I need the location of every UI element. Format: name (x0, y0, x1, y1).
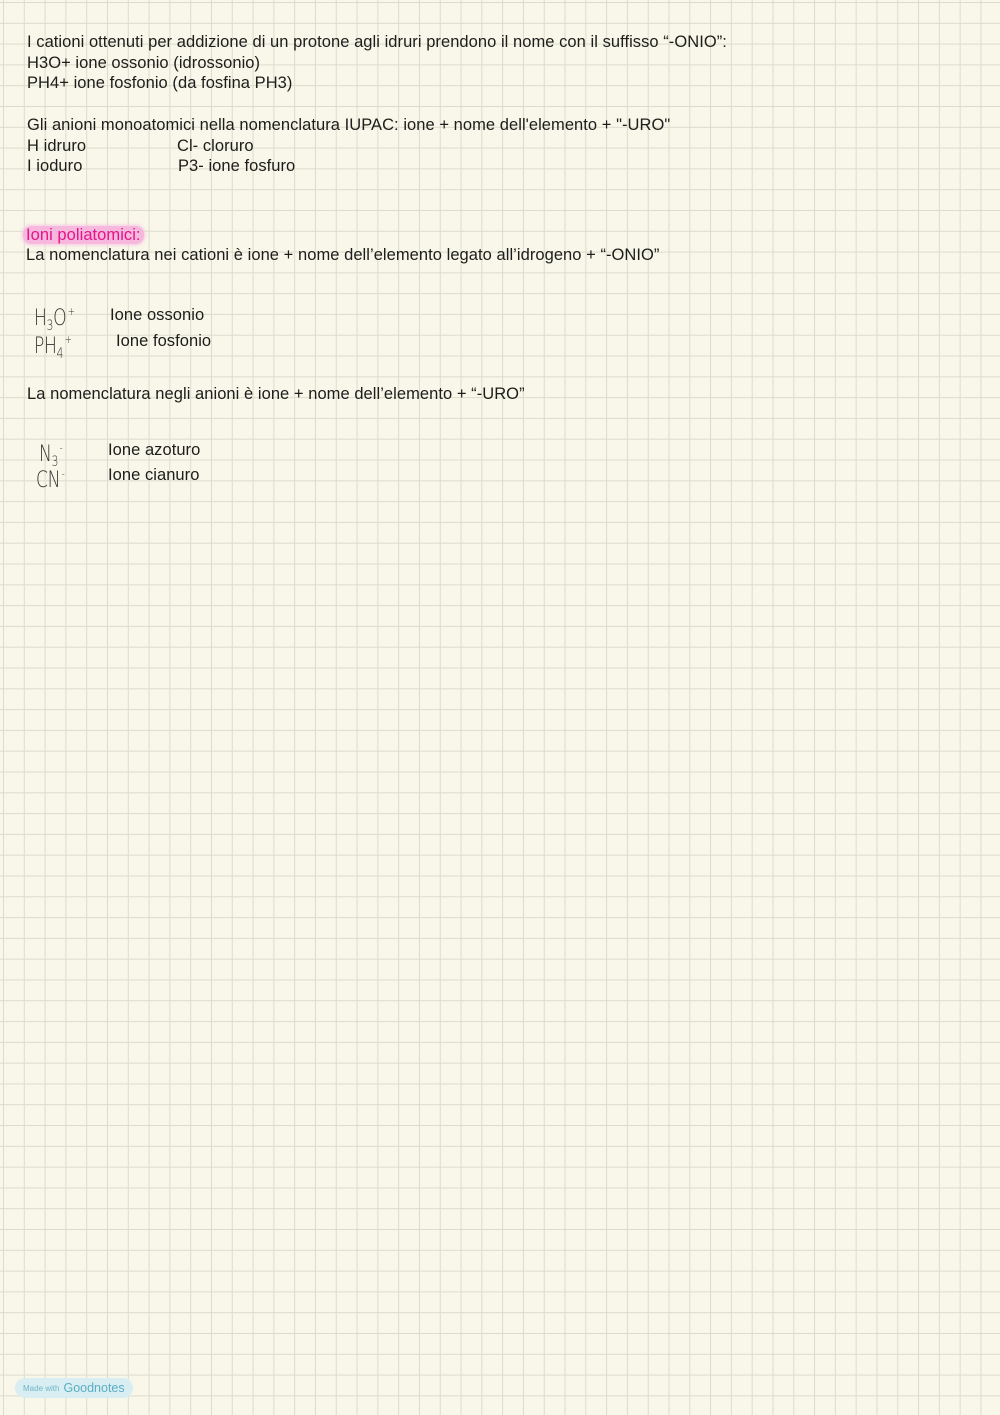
formula-cn (36, 463, 64, 499)
formula-charge: - (61, 467, 65, 480)
anion-rule: La nomenclatura negli anioni è ione + nome dell’elemento + “-URO” (27, 385, 525, 403)
highlighted-heading: Ioni poliatomici: (23, 226, 144, 244)
anion-row-2-left: I ioduro (27, 157, 83, 175)
anion-row-2-right: P3- ione fosfuro (178, 157, 296, 175)
cation-name-2: Ione fosfonio (116, 332, 212, 350)
intro-line-3: PH4+ ione fosfonio (da fosfina PH3) (27, 74, 293, 92)
formula-rest: O (53, 306, 67, 331)
formula-charge: + (64, 333, 72, 346)
cation-rule: La nomenclatura nei cationi è ione + nome dell’elemento legato all’idrogeno + “-ONIO” (26, 246, 660, 264)
formula-subscript: 4 (56, 346, 64, 362)
formula-ph4 (34, 329, 71, 365)
formula-charge: - (59, 441, 63, 454)
formula-base: H (34, 306, 47, 331)
anions-mono-title: Gli anioni monoatomici nella nomenclatura IUPAC: ione + nome dell'elemento + "-URO" (27, 116, 671, 134)
formula-base: PH (34, 334, 57, 359)
anion-row-1-left: H idruro (27, 137, 87, 155)
formula-subscript: 3 (51, 454, 59, 470)
formula-subscript: 3 (46, 318, 54, 334)
anion-name-1: Ione azoturo (108, 441, 201, 459)
intro-line-1: I cationi ottenuti per addizione di un protone agli idruri prendono il nome con il suffisso “-ONIO”: (27, 33, 727, 51)
intro-line-2: H3O+ ione ossonio (idrossonio) (27, 54, 261, 72)
formula-base: CN (36, 468, 61, 493)
formula-base: N (39, 442, 52, 467)
formula-charge: + (67, 305, 75, 318)
polyatomic-heading (26, 225, 144, 245)
anion-row-1-right: Cl- cloruro (177, 137, 254, 155)
cation-name-1: Ione ossonio (110, 306, 205, 324)
anion-name-2: Ione cianuro (108, 466, 200, 484)
goodnotes-logo: Goodnotes (63, 1381, 125, 1395)
made-with-label: Made with (23, 1383, 60, 1393)
goodnotes-badge (15, 1378, 133, 1398)
